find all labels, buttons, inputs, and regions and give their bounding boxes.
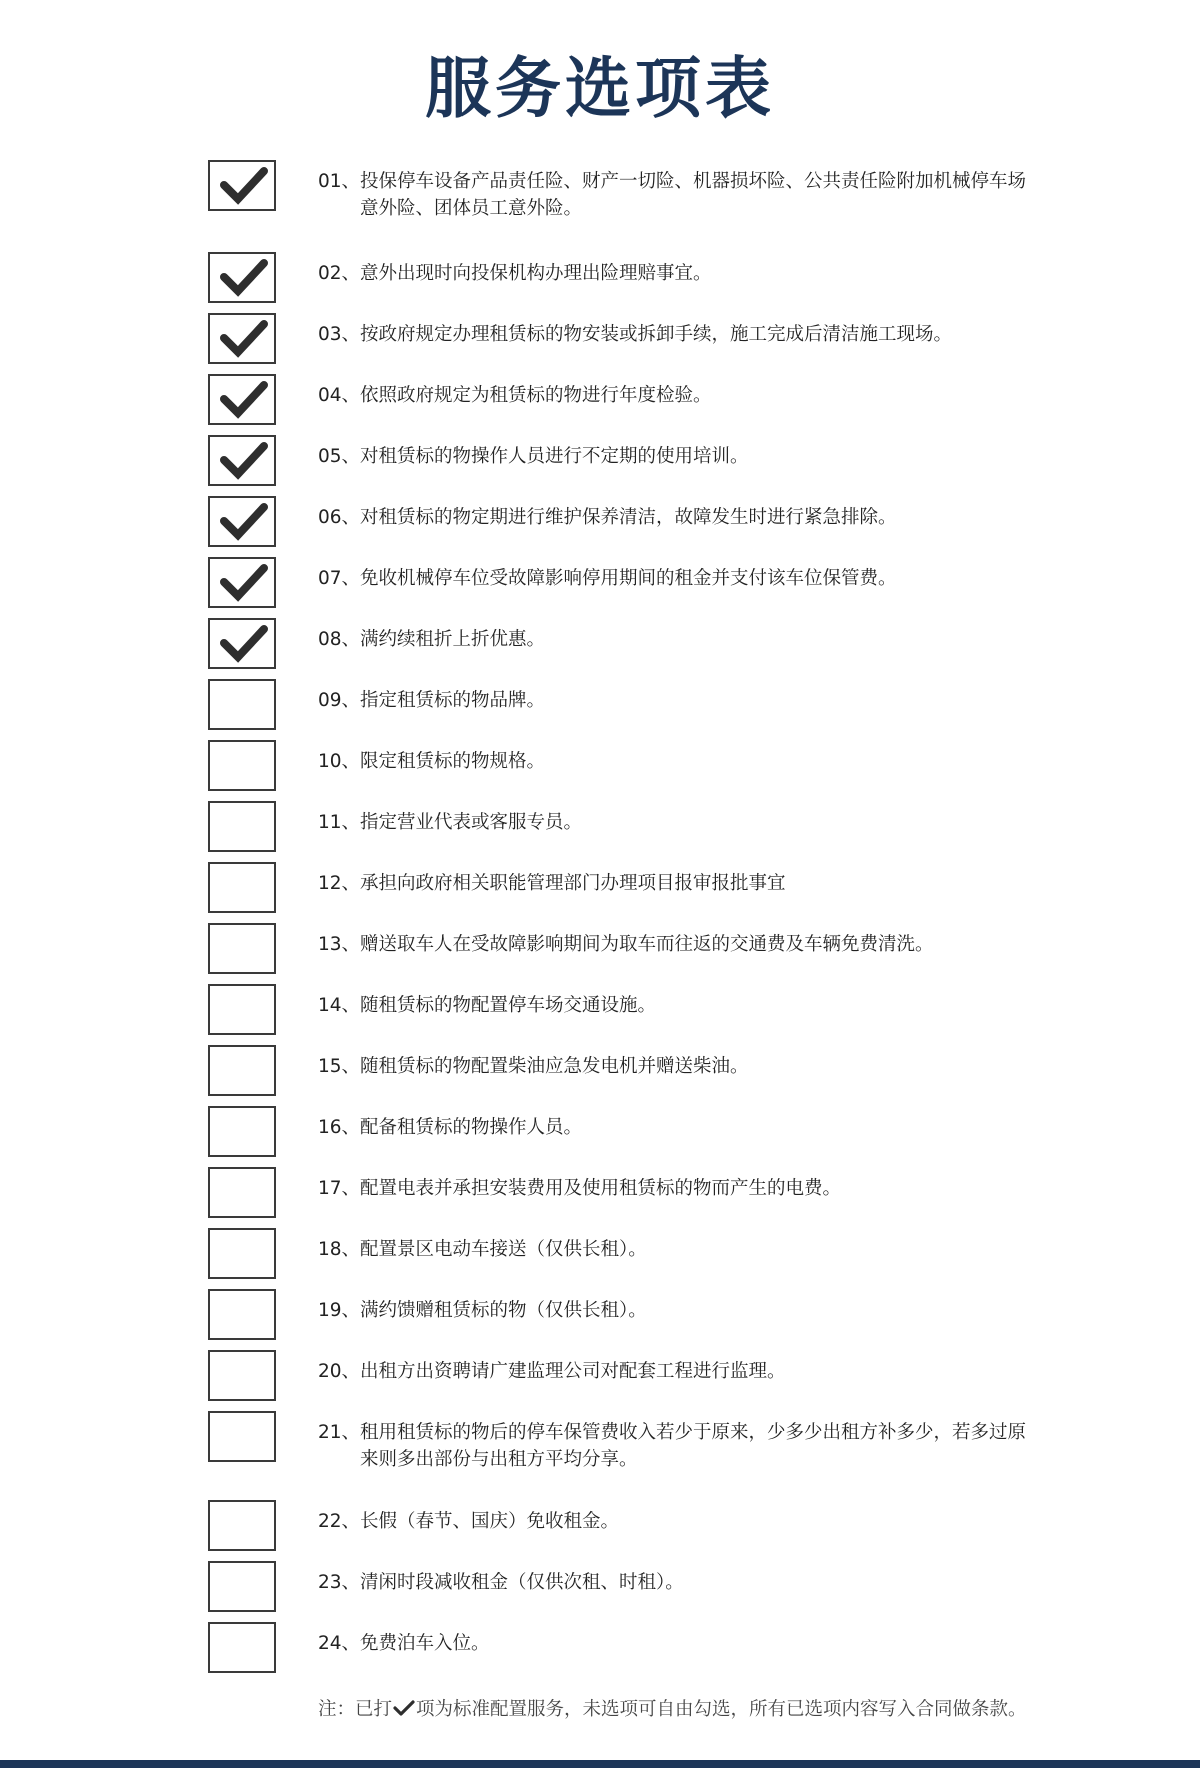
checkbox-empty[interactable]: [208, 984, 276, 1035]
checkbox-checked[interactable]: [208, 252, 276, 303]
checkbox-checked[interactable]: [208, 374, 276, 425]
checkbox-checked[interactable]: [208, 618, 276, 669]
item-number: 03、: [318, 324, 361, 345]
item-number: 10、: [318, 751, 361, 772]
item-number: 20、: [318, 1361, 361, 1382]
checkbox-checked[interactable]: [208, 496, 276, 547]
item-text: 免收机械停车位受故障影响停用期间的租金并支付该车位保管费。: [360, 568, 897, 589]
bottom-bar: [0, 1760, 1200, 1768]
item-text: 承担向政府相关职能管理部门办理项目报审报批事宜: [360, 873, 786, 894]
item-text: 配备租赁标的物操作人员。: [360, 1117, 583, 1138]
checkbox-checked[interactable]: [208, 313, 276, 364]
checkbox-empty[interactable]: [208, 1411, 276, 1462]
item-number: 18、: [318, 1239, 361, 1260]
checkbox-checked[interactable]: [208, 435, 276, 486]
item-text: 依照政府规定为租赁标的物进行年度检验。: [360, 385, 712, 406]
footnote-prefix: 注：已打: [318, 1699, 393, 1720]
item-number: 16、: [318, 1117, 361, 1138]
item-number: 12、: [318, 873, 361, 894]
checkbox-empty[interactable]: [208, 1228, 276, 1279]
item-number: 02、: [318, 263, 361, 284]
item-number: 14、: [318, 995, 361, 1016]
check-icon: [216, 257, 272, 299]
checkbox-empty[interactable]: [208, 1500, 276, 1551]
check-icon: [216, 623, 272, 665]
check-icon: [393, 1699, 415, 1717]
item-text: 满约馈赠租赁标的物（仅供长租）。: [360, 1300, 647, 1321]
checkbox-empty[interactable]: [208, 1045, 276, 1096]
check-icon: [216, 165, 272, 207]
item-number: 24、: [318, 1633, 361, 1654]
check-icon: [216, 318, 272, 360]
item-number: 17、: [318, 1178, 361, 1199]
item-number: 21、: [318, 1422, 361, 1443]
item-text: 配置景区电动车接送（仅供长租）。: [360, 1239, 647, 1260]
checkbox-empty[interactable]: [208, 1106, 276, 1157]
item-number: 01、: [318, 171, 361, 192]
check-icon: [216, 562, 272, 604]
item-number: 07、: [318, 568, 361, 589]
item-text: 对租赁标的物定期进行维护保养清洁，故障发生时进行紧急排除。: [360, 507, 897, 528]
checkbox-empty[interactable]: [208, 862, 276, 913]
item-text: 随租赁标的物配置停车场交通设施。: [360, 995, 657, 1016]
item-number: 13、: [318, 934, 361, 955]
checkbox-empty[interactable]: [208, 801, 276, 852]
checkbox-empty[interactable]: [208, 1350, 276, 1401]
checkbox-checked[interactable]: [208, 557, 276, 608]
item-number: 09、: [318, 690, 361, 711]
check-icon: [216, 379, 272, 421]
item-text: 对租赁标的物操作人员进行不定期的使用培训。: [360, 446, 749, 467]
item-text: 按政府规定办理租赁标的物安装或拆卸手续，施工完成后清洁施工现场。: [360, 324, 953, 345]
item-number: 11、: [318, 812, 361, 833]
footnote: [318, 1696, 1027, 1723]
item-number: 23、: [318, 1572, 361, 1593]
item-number: 04、: [318, 385, 361, 406]
item-number: 22、: [318, 1511, 361, 1532]
checkbox-empty[interactable]: [208, 1167, 276, 1218]
footnote-suffix: 项为标准配置服务，未选项可自由勾选，所有已选项内容写入合同做条款。: [416, 1699, 1027, 1720]
item-text: 指定租赁标的物品牌。: [360, 690, 546, 711]
checkbox-empty[interactable]: [208, 1561, 276, 1612]
item-number: 19、: [318, 1300, 361, 1321]
item-text: 租用租赁标的物后的停车保管费收入若少于原来，少多少出租方补多少，若多过原来则多出部份与出租方平均分享。: [360, 1422, 1027, 1470]
checkbox-empty[interactable]: [208, 679, 276, 730]
item-text: 意外出现时向投保机构办理出险理赔事宜。: [360, 263, 712, 284]
item-text: 长假（春节、国庆）免收租金。: [360, 1511, 620, 1532]
checkbox-empty[interactable]: [208, 1289, 276, 1340]
item-text: 出租方出资聘请广建监理公司对配套工程进行监理。: [360, 1361, 786, 1382]
item-text: 满约续租折上折优惠。: [360, 629, 546, 650]
checkbox-empty[interactable]: [208, 740, 276, 791]
checkbox-empty[interactable]: [208, 1622, 276, 1673]
item-text: 随租赁标的物配置柴油应急发电机并赠送柴油。: [360, 1056, 749, 1077]
item-text: 免费泊车入位。: [360, 1633, 490, 1654]
item-text: 清闲时段减收租金（仅供次租、时租）。: [360, 1572, 684, 1593]
checkbox-checked[interactable]: [208, 160, 276, 211]
check-icon: [216, 501, 272, 543]
item-number: 06、: [318, 507, 361, 528]
item-number: 15、: [318, 1056, 361, 1077]
item-text: 投保停车设备产品责任险、财产一切险、机器损坏险、公共责任险附加机械停车场意外险、团体员工意外险。: [360, 171, 1027, 219]
item-number: 05、: [318, 446, 361, 467]
item-number: 08、: [318, 629, 361, 650]
item-text: 限定租赁标的物规格。: [360, 751, 546, 772]
page-title: 服务选项表: [425, 50, 775, 127]
item-text: 配置电表并承担安装费用及使用租赁标的物而产生的电费。: [360, 1178, 842, 1199]
checkbox-empty[interactable]: [208, 923, 276, 974]
check-icon: [216, 440, 272, 482]
item-text: 赠送取车人在受故障影响期间为取车而往返的交通费及车辆免费清洗。: [360, 934, 934, 955]
item-text: 指定营业代表或客服专员。: [360, 812, 583, 833]
